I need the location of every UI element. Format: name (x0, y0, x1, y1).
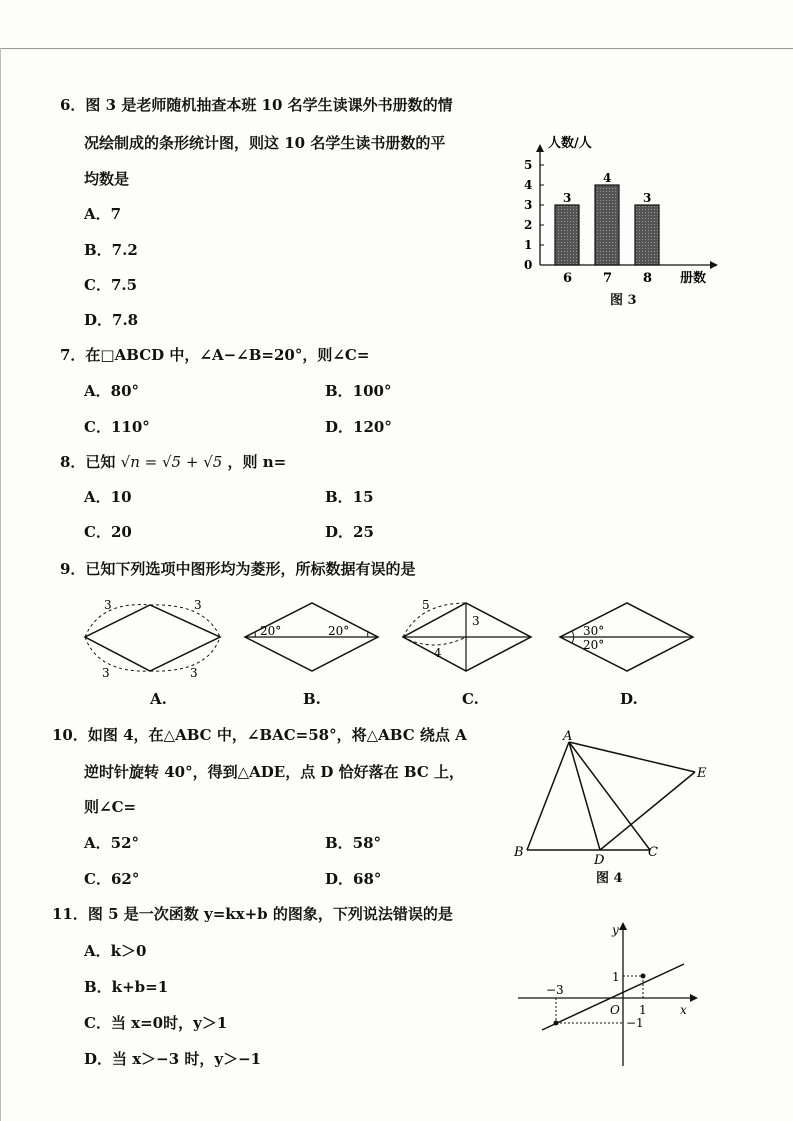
q9-stem: 9．已知下列选项中图形均为菱形，所标数据有误的是 (60, 560, 416, 578)
figure3-bar-data-label: 3 (643, 191, 652, 205)
q6-line2: 况绘制成的条形统计图，则这 10 名学生读书册数的平 (84, 134, 446, 152)
figure3-bar-data-label: 4 (603, 171, 612, 185)
page-border-left (0, 48, 1, 1121)
figure3-y-tick-label: 2 (524, 218, 533, 232)
figure3-y-axis-label: 人数/人 (548, 136, 592, 151)
figure-b-angle-left: 20° (260, 624, 282, 638)
q6-option-b[interactable]: B．7.2 (84, 241, 138, 259)
q9-option-d[interactable]: D. (620, 690, 638, 708)
figure-c-arc-half-diagonal (403, 637, 466, 645)
q6-option-d[interactable]: D．7.8 (84, 311, 139, 329)
figure-c-label-vertical: 3 (472, 614, 480, 628)
figure4-point-b: B (514, 845, 524, 860)
q8-option-b[interactable]: B．15 (325, 488, 374, 506)
q10-line2: 逆时针旋转 40°，得到△ADE，点 D 恰好落在 BC 上， (84, 763, 465, 781)
q8-option-d[interactable]: D．25 (325, 523, 374, 541)
figure5-label-neg1: −1 (626, 1016, 644, 1030)
q6-option-a[interactable]: A．7 (84, 205, 122, 223)
q9-figure-c-rhombus (398, 595, 538, 680)
figure3-chart-group (524, 135, 718, 286)
figure4-segment-de (600, 772, 695, 850)
figure5-label-y1: 1 (612, 970, 620, 984)
figure3-x-tick-label: 7 (603, 271, 613, 286)
q9-option-b[interactable]: B. (303, 690, 321, 708)
figure5-y-label: y (612, 923, 619, 937)
figure3-bar (555, 205, 579, 265)
figure4-point-e: E (697, 766, 707, 781)
figure3-bar-data-label: 3 (563, 191, 572, 205)
figure-a-label-1: 3 (104, 598, 112, 612)
q8-option-c[interactable]: C．20 (84, 523, 132, 541)
figure-b-angle-right: 20° (328, 624, 350, 638)
q11-option-a[interactable]: A．k＞0 (84, 942, 147, 960)
figure3-y-axis-arrow (536, 144, 544, 152)
q10-line1: 10．如图 4，在△ABC 中，∠BAC=58°，将△ABC 绕点 A (52, 726, 467, 744)
figure3-x-tick-label: 6 (563, 271, 573, 286)
page-border-top (0, 48, 793, 49)
q10-option-d[interactable]: D．68° (325, 870, 382, 888)
q10-option-c[interactable]: C．62° (84, 870, 140, 888)
q9-option-c[interactable]: C. (462, 690, 479, 708)
q10-option-b[interactable]: B．58° (325, 834, 382, 852)
figure-d-angle-bottom: 20° (583, 638, 605, 652)
figure-a-label-2: 3 (194, 598, 202, 612)
figure3-y-tick-label: 0 (524, 258, 533, 272)
figure4-point-d: D (594, 853, 605, 868)
q7-option-b[interactable]: B．100° (325, 382, 392, 400)
q7-option-a[interactable]: A．80° (84, 382, 140, 400)
q11-option-b[interactable]: B．k+b=1 (84, 978, 169, 996)
figure-c-label-horizontal: 4 (434, 646, 442, 660)
q8-option-a[interactable]: A．10 (84, 488, 132, 506)
figure-c-label-side: 5 (422, 598, 430, 612)
figure4-caption: 图 4 (596, 871, 623, 886)
figure3-x-tick-label: 8 (643, 271, 653, 286)
q10-option-a[interactable]: A．52° (84, 834, 140, 852)
figure4-point-a: A (563, 729, 573, 744)
figure4-point-c: C (648, 845, 658, 860)
q9-figure-d-rhombus (555, 595, 700, 680)
figure3-caption: 图 3 (610, 293, 637, 308)
figure3-bar (595, 185, 619, 265)
figure5-linear-function-graph (512, 918, 702, 1068)
figure-a-label-3: 3 (102, 666, 110, 680)
q8-stem-prefix: 8．已知 (60, 453, 116, 471)
q11-option-c[interactable]: C．当 x=0时，y＞1 (84, 1014, 228, 1032)
figure3-y-tick-label: 5 (524, 158, 533, 172)
figure5-origin-label: O (610, 1003, 620, 1017)
q9-figure-b-rhombus (240, 595, 385, 680)
q7-stem: 7．在□ABCD 中，∠A−∠B=20°，则∠C= (60, 346, 370, 364)
figure5-label-x1: 1 (639, 1003, 647, 1017)
q9-option-a[interactable]: A. (150, 690, 167, 708)
q10-line3: 则∠C= (84, 798, 137, 816)
figure3-x-axis-label: 册数 (680, 271, 707, 286)
figure-a-label-4: 3 (190, 666, 198, 680)
figure3-bar-chart (510, 128, 720, 318)
q11-stem: 11．图 5 是一次函数 y=kx+b 的图象，下列说法错误的是 (52, 905, 453, 923)
figure5-x-axis-arrow (690, 994, 698, 1002)
figure5-label-neg3: −3 (546, 983, 564, 997)
q6-option-c[interactable]: C．7.5 (84, 276, 138, 294)
figure3-y-tick-label: 3 (524, 198, 533, 212)
q8-stem (60, 455, 286, 470)
q8-stem-suffix: ，则 n= (227, 453, 287, 471)
figure-a-rhombus-shape (85, 605, 220, 671)
q6-line3: 均数是 (84, 170, 130, 188)
q7-option-c[interactable]: C．110° (84, 418, 150, 436)
q6-line1: 6．图 3 是老师随机抽查本班 10 名学生读课外书册数的情 (60, 96, 453, 114)
figure5-x-label: x (680, 1003, 687, 1017)
figure3-x-axis-arrow (710, 261, 718, 269)
figure4-segment-ad (569, 742, 600, 850)
q11-option-d[interactable]: D．当 x＞−3 时，y＞−1 (84, 1050, 262, 1068)
figure5-y-axis-arrow (619, 922, 627, 930)
figure-d-angle-top: 30° (583, 624, 605, 638)
figure4-segment-ab (527, 742, 569, 850)
figure3-bar (635, 205, 659, 265)
figure3-y-tick-label: 1 (524, 238, 533, 252)
q8-sqrt-equation: √n = √5 + √5 (120, 453, 223, 471)
q7-option-d[interactable]: D．120° (325, 418, 392, 436)
figure3-y-tick-label: 4 (524, 178, 533, 192)
figure4-triangle-rotation (510, 728, 720, 868)
q9-figure-a-rhombus (80, 595, 230, 680)
